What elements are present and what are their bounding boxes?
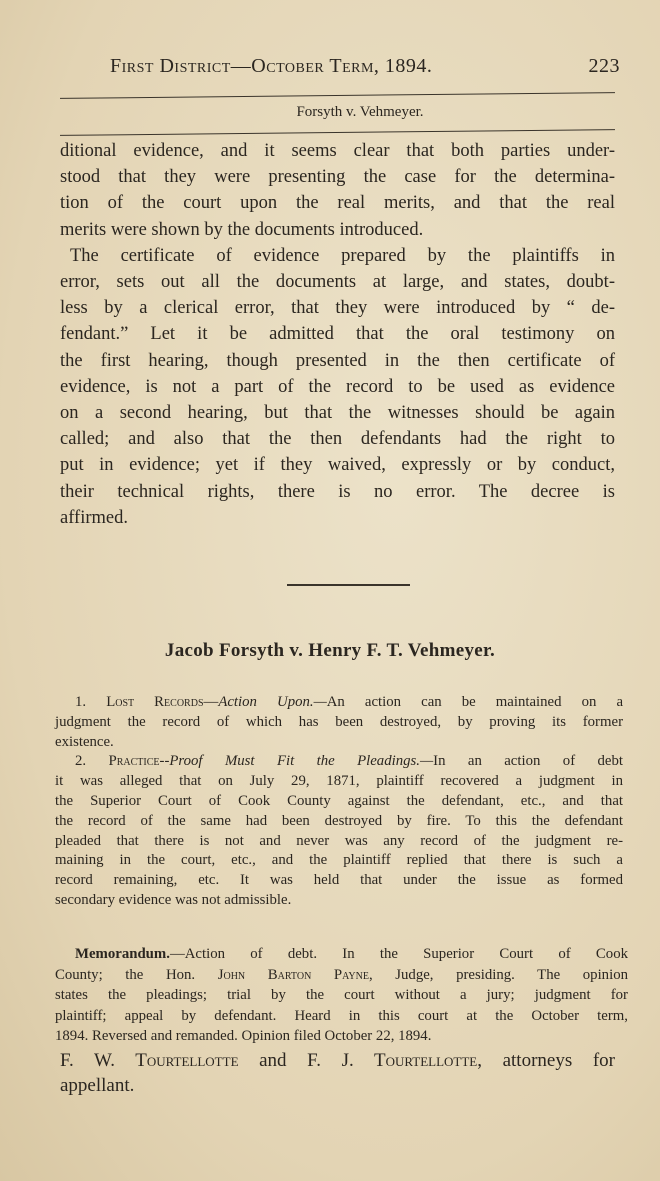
text-line: existence. (55, 733, 114, 750)
case-short-title: Forsyth v. Vehmeyer. (296, 104, 424, 120)
case-title: Jacob Forsyth v. Henry F. T. Vehmeyer. (164, 640, 496, 661)
syllabus-subtopic: Action Upon.— (218, 694, 327, 710)
syllabus-item-1 (55, 693, 623, 752)
section-divider (287, 584, 410, 586)
attorney-1: F. W. Tourtellotte (60, 1050, 239, 1071)
text-line: tion of the court upon the real merits, and that the real (60, 193, 615, 214)
text-line: The certificate of evidence prepared by the plaintiffs in (70, 245, 615, 266)
text-line: error, sets out all the documents at large, and states, doubt- (60, 272, 615, 293)
syllabus-text: In an action of debt (433, 753, 624, 770)
running-title: First District—October Term, 1894. (110, 55, 433, 77)
opinion-text (60, 138, 615, 531)
text-line: the record of the same had been destroyed by fire. To this the defendant (55, 812, 623, 829)
text-line: states the pleadings; trial by the court without a jury; judgment for (55, 987, 628, 1003)
text-line: put in evidence; yet if they waived, expressly or by conduct, (60, 455, 615, 476)
syllabus-topic: Lost Records— (106, 694, 219, 710)
text-line: the first hearing, though presented in the then certificate of (60, 350, 615, 371)
syllabus-subtopic: Proof Must Fit the Pleadings.— (169, 753, 434, 770)
text-line: on a second hearing, but that the witnesses should be again (60, 403, 615, 424)
text-line: it was alleged that on July 29, 1871, plaintiff recovered a judgment in (55, 773, 623, 790)
attorneys: F. W. Tourtellotte and F. J. Tourtellotte, attorneys for appellant. (60, 1050, 615, 1096)
syllabus-text: An action can be maintained on a (326, 694, 624, 710)
text-line: , Judge, presiding. The opinion (368, 966, 628, 983)
text-line: plaintiff; appeal by defendant. Heard in this court at the October term, (55, 1007, 628, 1024)
memo-judge-line (55, 965, 628, 986)
text-line: County; the Hon. (55, 966, 218, 983)
text-line: secondary evidence was not admissible. (55, 891, 292, 908)
text-line: 1894. Reversed and remanded. Opinion filed October 22, 1894. (55, 1028, 432, 1044)
syllabus-item-2 (55, 752, 623, 910)
text-line: evidence, is not a part of the record to be used as evidence (60, 376, 615, 397)
text-line: —Action of debt. In the Superior Court of Cook (169, 946, 628, 962)
text-line: judgment the record of which has been destroyed, by proving its former (55, 713, 623, 730)
page-number: 223 (588, 55, 620, 77)
judge-name: John Barton Payne (217, 966, 369, 983)
text-line: pleaded that there is not and never was any record of the judgment re- (55, 832, 623, 849)
memo-first-line (55, 944, 628, 965)
text-line: ditional evidence, and it seems clear that both parties under- (60, 141, 615, 161)
memo-label: Memorandum. (75, 946, 170, 962)
running-header (110, 55, 620, 78)
syllabus-number: 1. (75, 694, 87, 710)
text-line: called; and also that the then defendants had the right to (60, 429, 615, 450)
subheader-rule (60, 129, 615, 136)
header-rule (60, 92, 615, 99)
syllabus (55, 693, 623, 911)
text-line: their technical rights, there is no error. The decree is (60, 481, 615, 502)
text-line: the Superior Court of Cook County against the defendant, etc., and that (55, 792, 623, 809)
attorney-2: F. J. Tourtellotte (307, 1050, 478, 1071)
text-line: stood that they were presenting the case for the determina- (60, 167, 615, 188)
syllabus-first-line (55, 693, 623, 713)
syllabus-first-line (55, 752, 623, 772)
syllabus-topic: Practice-- (108, 753, 170, 770)
text-line: less by a clerical error, that they were introduced by “ de- (60, 298, 615, 319)
text-line: record remaining, etc. It was held that under the issue as formed (55, 872, 623, 889)
memorandum (55, 944, 628, 1047)
text-line: affirmed. (60, 507, 128, 528)
syllabus-number: 2. (75, 753, 87, 770)
text-line: maining in the court, etc., and the plaintiff replied that there is such a (55, 852, 623, 869)
text-line: fendant.” Let it be admitted that the oral testimony on (60, 324, 615, 345)
text-line: merits were shown by the documents introduced. (60, 219, 424, 240)
